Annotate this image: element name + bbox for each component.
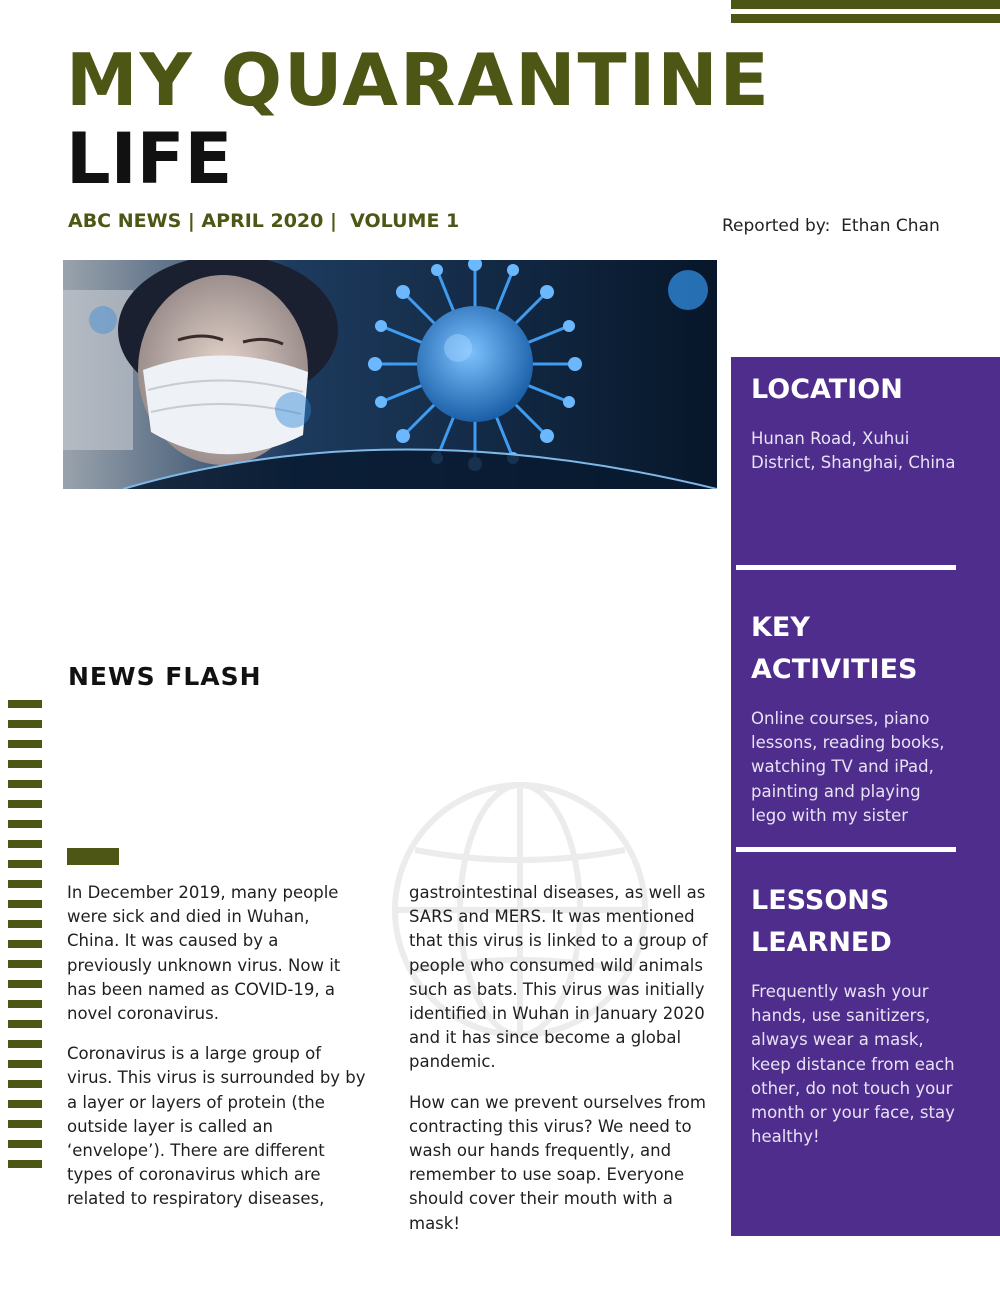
- sidebar-panel: [731, 357, 1000, 1236]
- article-paragraph: In December 2019, many people were sick and died in Wuhan, China. It was caused by a previously unknown virus. Now it has been named as COVID-19, a novel coronavirus.: [67, 883, 341, 1024]
- activities-heading-line-1: KEY: [751, 612, 810, 643]
- lessons-text: Frequently wash your hands, use sanitizers, always wear a mask, keep distance from each other, do not touch your month or your face, stay healthy!: [751, 982, 955, 1147]
- sidebar-divider-2: [736, 847, 956, 852]
- location-text: Hunan Road, Xuhui District, Shanghai, China: [751, 429, 956, 473]
- decorative-stripes: [8, 700, 42, 1180]
- reporter-byline: Reported by: Ethan Chan: [722, 216, 940, 236]
- issue-meta: ABC NEWS | APRIL 2020 | VOLUME 1: [68, 210, 460, 232]
- article-column-1: [67, 881, 367, 1228]
- article-paragraph: How can we prevent ourselves from contracting this virus? We need to wash our hands frequently, and remember to use soap. Everyone should cover their mouth with a mask!: [409, 1092, 706, 1233]
- activities-heading-line-2: ACTIVITIES: [751, 654, 918, 685]
- article-column-2: [409, 881, 714, 1252]
- lessons-heading-line-2: LEARNED: [751, 927, 892, 958]
- accent-bar: [67, 848, 119, 865]
- article-paragraph: gastrointestinal diseases, as well as SARS and MERS. It was mentioned that this virus is linked to a group of people who consumed wild animals such as bats. This virus was initially identified in Wuhan in January 2020 and it has since become a global pandemic.: [409, 883, 708, 1072]
- title-line-1: MY QUARANTINE: [66, 38, 771, 122]
- location-heading: LOCATION: [751, 374, 903, 405]
- top-rule-2: [731, 14, 1000, 23]
- title-line-2: LIFE: [66, 118, 233, 200]
- article-paragraph: Coronavirus is a large group of virus. This virus is surrounded by by a layer or layers of protein (the outside layer is called an ‘envelope’). There are different types of coronavirus which are related to respiratory diseases,: [67, 1044, 366, 1209]
- top-rule-1: [731, 0, 1000, 9]
- activities-text: Online courses, piano lessons, reading books, watching TV and iPad, painting and playing lego with my sister: [751, 709, 945, 825]
- coronavirus-illustration: [63, 260, 717, 489]
- news-flash-heading: NEWS FLASH: [68, 662, 262, 691]
- sidebar-divider-1: [736, 565, 956, 570]
- hero-image: [63, 260, 717, 489]
- lessons-heading-line-1: LESSONS: [751, 885, 890, 916]
